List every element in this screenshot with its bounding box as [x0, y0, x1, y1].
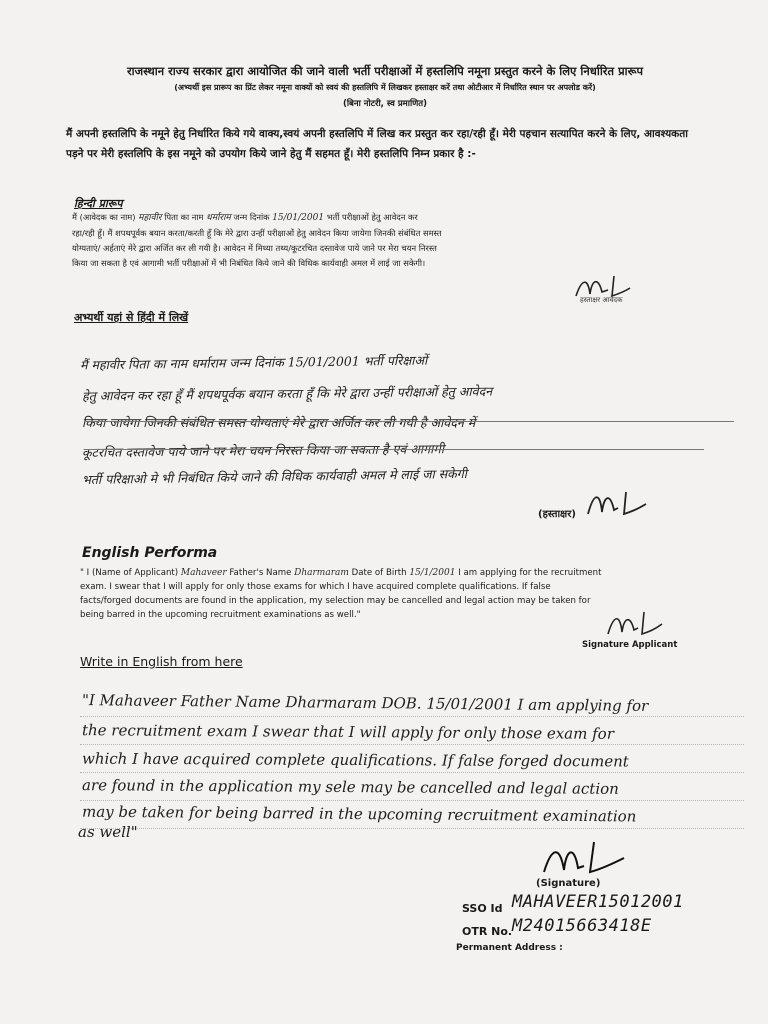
- english-form-line-1: [80, 566, 710, 580]
- hindi-signature-caption: (हस्ताक्षर): [538, 509, 576, 520]
- english-handwriting-line-1: "I Mahaveer Father Name Dharmaram DOB. 15/01/2001 I am applying for: [81, 691, 649, 715]
- form-note: (बिना नोटरी, स्व प्रमाणित): [342, 99, 428, 109]
- final-signature: [540, 836, 640, 880]
- english-applicant-name: Mahaveer: [180, 568, 227, 578]
- hindi-form-paragraph: [72, 210, 696, 271]
- hindi-handwriting-line-1: मैं महावीर पिता का नाम धर्माराम जन्म दिनांक 15/01/2001 भर्ती परिक्षाओं: [79, 352, 428, 373]
- hindi-label-father: पिता का नाम: [164, 212, 204, 222]
- english-write-title: Write in English from here: [80, 654, 243, 669]
- english-label-dob: Date of Birth: [351, 568, 407, 578]
- hindi-applicant-name: महावीर: [138, 213, 162, 223]
- english-handwriting-line-3: which I have acquired complete qualifications. If false forged document: [81, 749, 629, 771]
- english-line-1-tail: I am applying for the recruitment: [458, 568, 602, 578]
- writing-guide-line: [80, 800, 744, 801]
- hindi-form-line-4: किया जा सकता है एवं आगामी भर्ती परीक्षाओं में भी निबंधित किये जाने की विधिक कार्यवाही अमल में लाई जा सकेगी।: [72, 258, 426, 268]
- english-father-name: Dharmaram: [294, 568, 349, 578]
- otr-no-label: OTR No.: [462, 925, 513, 938]
- form-title: राजस्थान राज्य सरकार द्वारा आयोजित की जाने वाली भर्ती परीक्षाओं में हस्तलिपि नमूना प्रस्तुत करने के लिए निर्धारित प्रारूप: [126, 64, 644, 78]
- hindi-father-name: धर्माराम: [206, 213, 231, 223]
- writing-guide-line: [80, 772, 744, 773]
- hindi-form-line-3: योग्यताएं/ अर्हताएं मेरे द्वारा अर्जित कर ली गयी है। आवेदन में मिथ्या तथ्य/कूटरचित दस्तावेज पाये जाने पर मेरा चयन निरस्त: [72, 243, 437, 253]
- english-form-line-2: exam. I swear that I will apply for only those exams for which I have acquired complete qualifications. If false: [80, 582, 551, 592]
- english-handwriting-line-6: as well": [78, 823, 138, 841]
- hindi-form-title: हिन्दी प्रारूप: [74, 197, 123, 210]
- hindi-form-line-2: रहा/रही हूँ। मैं शपथपूर्वक बयान करता/करती हूँ कि मेरे द्वारा उन्हीं परीक्षाओं हेतु आवेदन किया जायेगा जिनकी संबंधित समस्त: [72, 228, 442, 238]
- hindi-label-applicant: मैं (आवेदक का नाम): [72, 212, 136, 222]
- english-form-title: English Performa: [82, 545, 218, 561]
- english-form-signature: [604, 606, 674, 642]
- hindi-handwriting-line-5: भर्ती परिक्षाओ मे भी निबंधित किये जाने की विधिक कार्यवाही अमल मे लाई जा सकेगी: [81, 465, 468, 488]
- strike-through-line: [84, 449, 704, 450]
- intro-paragraph: मैं अपनी हस्तलिपि के नमूने हेतु निर्धारित किये गये वाक्य,स्वयं अपनी हस्तलिपि में लिख कर प्रस्तुत कर रहा/रही हूँ। मेरी पहचान सत्यापित करने के लिए, आवश्यकता पड़ने पर मेरी हस्तलिपि के इस नमूने को उपयोग किये जाने हेतु मैं सहमत हूँ। मेरी हस्तलिपि निम्न प्रकार है :-: [66, 128, 688, 160]
- hindi-dob: 15/01/2001: [272, 213, 325, 223]
- writing-guide-line: [80, 744, 744, 745]
- sso-id-value: MAHAVEER15012001: [512, 892, 684, 912]
- hindi-handwriting-line-2: हेतु आवेदन कर रहा हूँ मैं शपथपूर्वक बयान करता हूँ कि मेरे द्वारा उन्हीं परीक्षाओं हेतु आवेदन: [81, 383, 493, 404]
- hindi-line-1-tail: भर्ती परीक्षाओं हेतु आवेदन कर: [326, 212, 418, 222]
- form-instructions: (अभ्यर्थी इस प्रारूप का प्रिंट लेकर नमूना वाक्यों को स्वयं की हस्तलिपि में लिखकर हस्ताक्षर करें तथा ओटीआर में निर्धारित स्थान पर अपलोड करें): [174, 83, 596, 92]
- writing-guide-line: [80, 716, 744, 717]
- hindi-form-signature-caption: हस्ताक्षर आवेदक: [580, 296, 623, 304]
- english-form-line-4: being barred in the upcoming recruitment examinations as well.": [80, 610, 361, 620]
- permanent-address-label: Permanent Address :: [456, 943, 563, 953]
- english-handwriting-line-2: the recruitment exam I swear that I will apply for only those exam for: [81, 721, 614, 743]
- english-label-applicant: " I (Name of Applicant): [80, 568, 179, 578]
- final-signature-caption: (Signature): [536, 878, 601, 889]
- hindi-handwriting-line-3: किया जायेगा जिनकी संबंधित समस्त योग्यताएं मेरे द्वारा अर्जित कर ली गयी है आवेदन में: [82, 415, 476, 430]
- english-form-line-3: facts/forged documents are found in the application, my selection may be cancelled and legal action may be taken for: [80, 596, 591, 606]
- english-dob: 15/1/2001: [409, 568, 456, 578]
- hindi-label-dob: जन्म दिनांक: [233, 212, 270, 222]
- english-handwriting-line-4: are found in the application my sele may be cancelled and legal action: [81, 776, 619, 798]
- hindi-write-signature: [584, 486, 664, 522]
- english-form-signature-caption: Signature Applicant: [582, 640, 678, 650]
- writing-guide-line: [80, 828, 744, 829]
- english-label-father: Father's Name: [229, 568, 292, 578]
- hindi-form-line-1: [72, 210, 696, 226]
- hindi-write-title: अभ्यर्थी यहां से हिंदी में लिखें: [74, 311, 189, 324]
- hindi-handwriting-line-4: कूटरचित दस्तावेज पाये जाने पर मेरा चयन निरस्त किया जा सकता है एवं आगामी: [81, 441, 445, 460]
- english-handwriting-line-5: may be taken for being barred in the upcoming recruitment examination: [81, 802, 637, 826]
- otr-no-value: M24015663418E: [512, 916, 652, 936]
- sso-id-label: SSO Id: [462, 902, 503, 915]
- strike-through-line: [84, 421, 734, 422]
